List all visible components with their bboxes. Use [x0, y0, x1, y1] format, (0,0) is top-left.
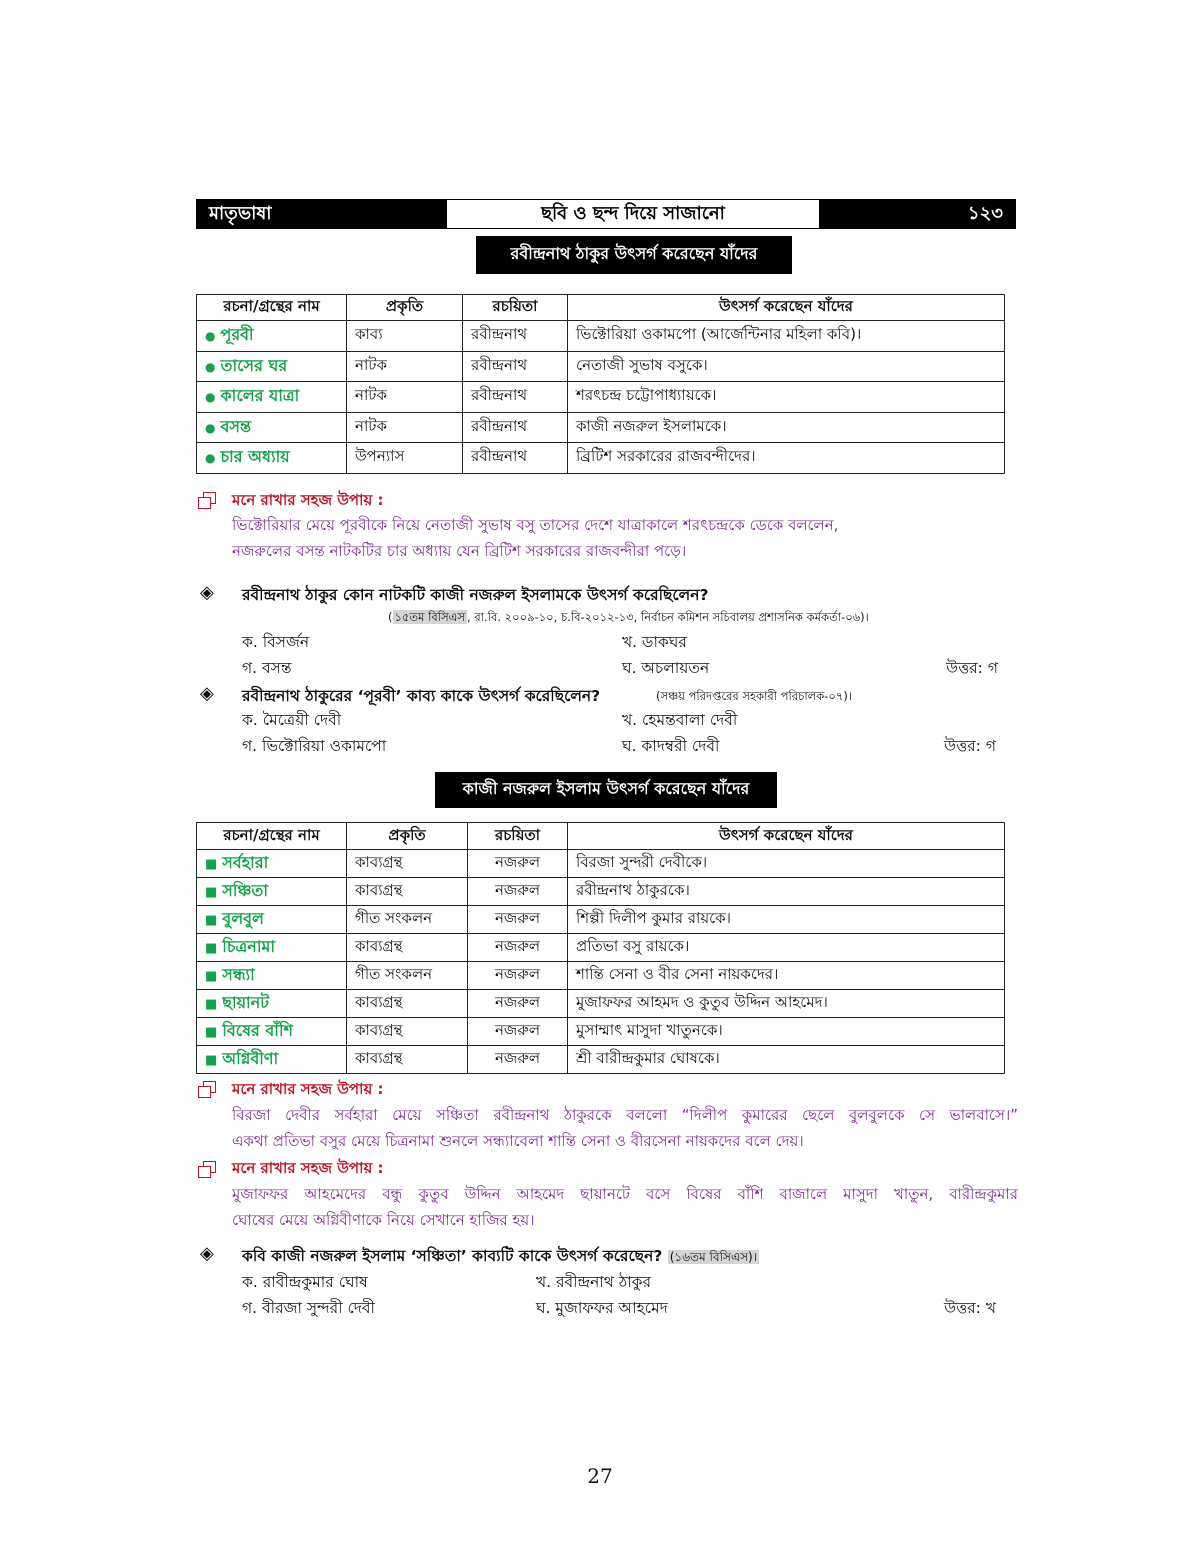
column-header: রচনা/গ্রন্থের নাম: [197, 295, 347, 321]
tip-text-line: মুজাফফর আহমেদের বন্ধু কুতুব উদ্দিন আহমেদ ছায়ানটে বসে বিষের বাঁশি বাজালে মাসুদা খাতুন, বারীন্দ্রকুমার: [232, 1185, 1018, 1203]
question-marker-icon: ◈: [200, 683, 214, 704]
work-type-cell: গীত সংকলন: [347, 906, 468, 934]
dedication-cell: মুজাফফর আহমদ ও কুতুব উদ্দিন আহমেদ।: [568, 990, 1005, 1018]
author-cell: নজরুল: [468, 906, 568, 934]
author-cell: নজরুল: [468, 962, 568, 990]
work-name: অগ্নিবীণা: [222, 1049, 279, 1068]
answer: উত্তর: গ: [946, 659, 998, 677]
tip-text-line: বিরজা দেবীর সর্বহারা মেয়ে সঞ্চিতা রবীন্দ্রনাথ ঠাকুরকে বললো “দিলীপ কুমারের ছেলে বুলবুলকে সে ভালবাসে।”: [232, 1106, 1018, 1124]
table-row: [197, 878, 1005, 906]
bullet-icon: ●: [205, 451, 216, 466]
work-type-cell: উপন্যাস: [347, 443, 463, 474]
bullet-icon: ●: [205, 390, 216, 405]
column-header: উৎসর্গ করেছেন যাঁদের: [568, 295, 1005, 321]
work-name-cell: [197, 906, 347, 934]
dedication-cell: রবীন্দ্রনাথ ঠাকুরকে।: [568, 878, 1005, 906]
column-header: রচয়িতা: [463, 295, 568, 321]
author-cell: রবীন্দ্রনাথ: [463, 443, 568, 474]
work-name-cell: [197, 850, 347, 878]
tip-icon: [198, 492, 216, 508]
work-name-cell: [197, 990, 347, 1018]
table-header-row: [197, 295, 1005, 321]
table-row: [197, 443, 1005, 474]
work-name: কালের যাত্রা: [220, 386, 300, 406]
table-row: [197, 962, 1005, 990]
bullet-icon: ●: [205, 329, 216, 344]
bullet-icon: ■: [205, 913, 218, 928]
work-name: বুলবুল: [222, 909, 264, 928]
author-cell: নজরুল: [468, 1018, 568, 1046]
work-name-cell: [197, 934, 347, 962]
author-cell: নজরুল: [468, 990, 568, 1018]
work-name: সর্বহারা: [222, 853, 269, 872]
dedication-cell: শরৎচন্দ্র চট্টোপাধ্যায়কে।: [568, 382, 1005, 413]
dedication-cell: ব্রিটিশ সরকারের রাজবন্দীদের।: [568, 443, 1005, 474]
author-cell: নজরুল: [468, 934, 568, 962]
work-name: পূরবী: [220, 325, 254, 345]
question-text: কবি কাজী নজরুল ইসলাম ‘সঞ্চিতা’ কাব্যটি কাকে উৎসর্গ করেছেন? (১৬তম বিসিএস)।: [242, 1247, 757, 1265]
option-a: ক. বিসর্জন: [242, 633, 310, 651]
option-b: খ. রবীন্দ্রনাথ ঠাকুর: [536, 1273, 652, 1291]
table-header-row: [197, 823, 1005, 850]
work-type-cell: নাটক: [347, 351, 463, 382]
option-c: গ. বীরজা সুন্দরী দেবী: [242, 1299, 375, 1317]
column-header: উৎসর্গ করেছেন যাঁদের: [568, 823, 1005, 850]
work-type-cell: কাব্যগ্রন্থ: [347, 878, 468, 906]
column-header: প্রকৃতি: [347, 823, 468, 850]
work-name-cell: [197, 443, 347, 474]
bullet-icon: ■: [205, 941, 218, 956]
work-name-cell: [197, 382, 347, 413]
option-b: খ. হেমন্তবালা দেবী: [622, 711, 738, 729]
work-type-cell: কাব্যগ্রন্থ: [347, 850, 468, 878]
page-number: 27: [587, 1464, 613, 1488]
header-page-number: ১২৩: [819, 200, 1015, 228]
bullet-icon: ■: [205, 857, 218, 872]
bullet-icon: ■: [205, 997, 218, 1012]
work-name-cell: [197, 962, 347, 990]
table-row: [197, 850, 1005, 878]
work-name-cell: [197, 1046, 347, 1074]
question-text: রবীন্দ্রনাথ ঠাকুরের ‘পূরবী’ কাব্য কাকে উৎসর্গ করেছিলেন?: [242, 687, 601, 705]
option-a: ক. রাবীন্দ্রকুমার ঘোষ: [242, 1273, 368, 1291]
work-name: সঞ্চিতা: [222, 881, 269, 900]
tip-text-line: ভিক্টোরিয়ার মেয়ে পূরবীকে নিয়ে নেতাজী সুভাষ বসু তাসের দেশে যাত্রাকালে শরৎচন্দ্রকে ডেকে বললেন,: [232, 516, 839, 534]
answer: উত্তর: গ: [944, 737, 996, 755]
table-row: [197, 382, 1005, 413]
tip-text-line: একথা প্রতিভা বসুর মেয়ে চিত্রনামা শুনলে সন্ধ্যাবেলা শান্তি সেনা ও বীরসেনা নায়কদের বলে দেয়।: [232, 1132, 804, 1150]
dedication-cell: শান্তি সেনা ও বীর সেনা নায়কদের।: [568, 962, 1005, 990]
tip-text-line: নজরুলের বসন্ত নাটকটির চার অধ্যায় যেন ব্রিটিশ সরকারের রাজবন্দীরা পড়ে।: [232, 542, 687, 560]
bullet-icon: ■: [205, 969, 218, 984]
work-name: তাসের ঘর: [220, 355, 288, 375]
work-name-cell: [197, 1018, 347, 1046]
table-row: [197, 321, 1005, 352]
author-cell: রবীন্দ্রনাথ: [463, 351, 568, 382]
bullet-icon: ■: [205, 1025, 218, 1040]
dedication-cell: কাজী নজরুল ইসলামকে।: [568, 412, 1005, 443]
bullet-icon: ■: [205, 885, 218, 900]
tagore-dedication-table: [196, 294, 1005, 474]
work-type-cell: কাব্যগ্রন্থ: [347, 990, 468, 1018]
tip-title: মনে রাখার সহজ উপায় :: [232, 1080, 384, 1098]
work-name: সন্ধ্যা: [222, 965, 255, 984]
tip-title: মনে রাখার সহজ উপায় :: [232, 1159, 384, 1177]
option-c: গ. বসন্ত: [242, 659, 292, 677]
work-type-cell: নাটক: [347, 382, 463, 413]
bullet-icon: ●: [205, 420, 216, 435]
work-type-cell: নাটক: [347, 412, 463, 443]
dedication-cell: শ্রী বারীন্দ্রকুমার ঘোষকে।: [568, 1046, 1005, 1074]
work-name: চার অধ্যায়: [220, 447, 290, 467]
work-name-cell: [197, 351, 347, 382]
work-name-cell: [197, 321, 347, 352]
dedication-cell: বিরজা সুন্দরী দেবীকে।: [568, 850, 1005, 878]
option-b: খ. ডাকঘর: [622, 633, 687, 651]
author-cell: রবীন্দ্রনাথ: [463, 412, 568, 443]
work-type-cell: কাব্যগ্রন্থ: [347, 1046, 468, 1074]
tip-text-line: ঘোষের মেয়ে অগ্নিবীণাকে নিয়ে সেখানে হাজির হয়।: [232, 1211, 535, 1229]
work-type-cell: কাব্যগ্রন্থ: [347, 1018, 468, 1046]
question-marker-icon: ◈: [200, 582, 214, 603]
option-d: ঘ. কাদম্বরী দেবী: [622, 737, 720, 755]
option-d: ঘ. অচলায়তন: [622, 659, 710, 677]
header-subject: মাতৃভাষা: [197, 200, 447, 228]
dedication-cell: নেতাজী সুভাষ বসুকে।: [568, 351, 1005, 382]
dedication-cell: শিল্পী দিলীপ কুমার রায়কে।: [568, 906, 1005, 934]
dedication-cell: প্রতিভা বসু রায়কে।: [568, 934, 1005, 962]
column-header: রচয়িতা: [468, 823, 568, 850]
table-row: [197, 351, 1005, 382]
answer: উত্তর: খ: [944, 1299, 997, 1317]
tip-icon: [198, 1081, 216, 1097]
author-cell: নজরুল: [468, 850, 568, 878]
table-row: [197, 412, 1005, 443]
bullet-icon: ■: [205, 1053, 218, 1068]
nazrul-dedication-table: [196, 822, 1005, 1074]
dedication-cell: ভিক্টোরিয়া ওকামপো (আর্জেন্টিনার মহিলা কবি)।: [568, 321, 1005, 352]
table-row: [197, 934, 1005, 962]
option-a: ক. মৈত্রেয়ী দেবী: [242, 711, 342, 729]
table-row: [197, 906, 1005, 934]
question-marker-icon: ◈: [200, 1243, 214, 1264]
work-type-cell: কাব্যগ্রন্থ: [347, 934, 468, 962]
column-header: রচনা/গ্রন্থের নাম: [197, 823, 347, 850]
work-name: বিষের বাঁশি: [222, 1021, 293, 1040]
work-name: ছায়ানট: [222, 993, 269, 1012]
bullet-icon: ●: [205, 359, 216, 374]
header-chapter: ছবি ও ছন্দ দিয়ে সাজানো: [447, 200, 819, 228]
table-row: [197, 990, 1005, 1018]
tip-icon: [198, 1161, 216, 1177]
option-c: গ. ভিক্টোরিয়া ওকামপো: [242, 737, 387, 755]
author-cell: রবীন্দ্রনাথ: [463, 382, 568, 413]
work-type-cell: গীত সংকলন: [347, 962, 468, 990]
page-header: [196, 199, 1016, 229]
work-name-cell: [197, 412, 347, 443]
question-source: (সঞ্চয় পরিদপ্তরের সহকারী পরিচালক-০৭)।: [656, 689, 852, 703]
work-type-cell: কাব্য: [347, 321, 463, 352]
tip-title: মনে রাখার সহজ উপায় :: [232, 491, 384, 509]
section1-title: রবীন্দ্রনাথ ঠাকুর উৎসর্গ করেছেন যাঁদের: [476, 236, 792, 274]
question-source: ( ১৫তম বিসিএস , রা.বি. ২০০৯-১০, চ.বি-২০১২-১৩, নির্বাচন কমিশন সচিবালয় প্রশাসনিক কর্মকর্তা-০৬)।: [388, 610, 869, 624]
work-name: চিত্রনামা: [222, 937, 275, 956]
author-cell: নজরুল: [468, 1046, 568, 1074]
table-row: [197, 1018, 1005, 1046]
work-name: বসন্ত: [220, 416, 251, 436]
work-name-cell: [197, 878, 347, 906]
option-d: ঘ. মুজাফফর আহমেদ: [536, 1299, 668, 1317]
column-header: প্রকৃতি: [347, 295, 463, 321]
section2-title: কাজী নজরুল ইসলাম উৎসর্গ করেছেন যাঁদের: [435, 772, 777, 808]
table-row: [197, 1046, 1005, 1074]
dedication-cell: মুসাম্মাৎ মাসুদা খাতুনকে।: [568, 1018, 1005, 1046]
author-cell: নজরুল: [468, 878, 568, 906]
author-cell: রবীন্দ্রনাথ: [463, 321, 568, 352]
question-text: রবীন্দ্রনাথ ঠাকুর কোন নাটকটি কাজী নজরুল ইসলামকে উৎসর্গ করেছিলেন?: [242, 586, 709, 604]
